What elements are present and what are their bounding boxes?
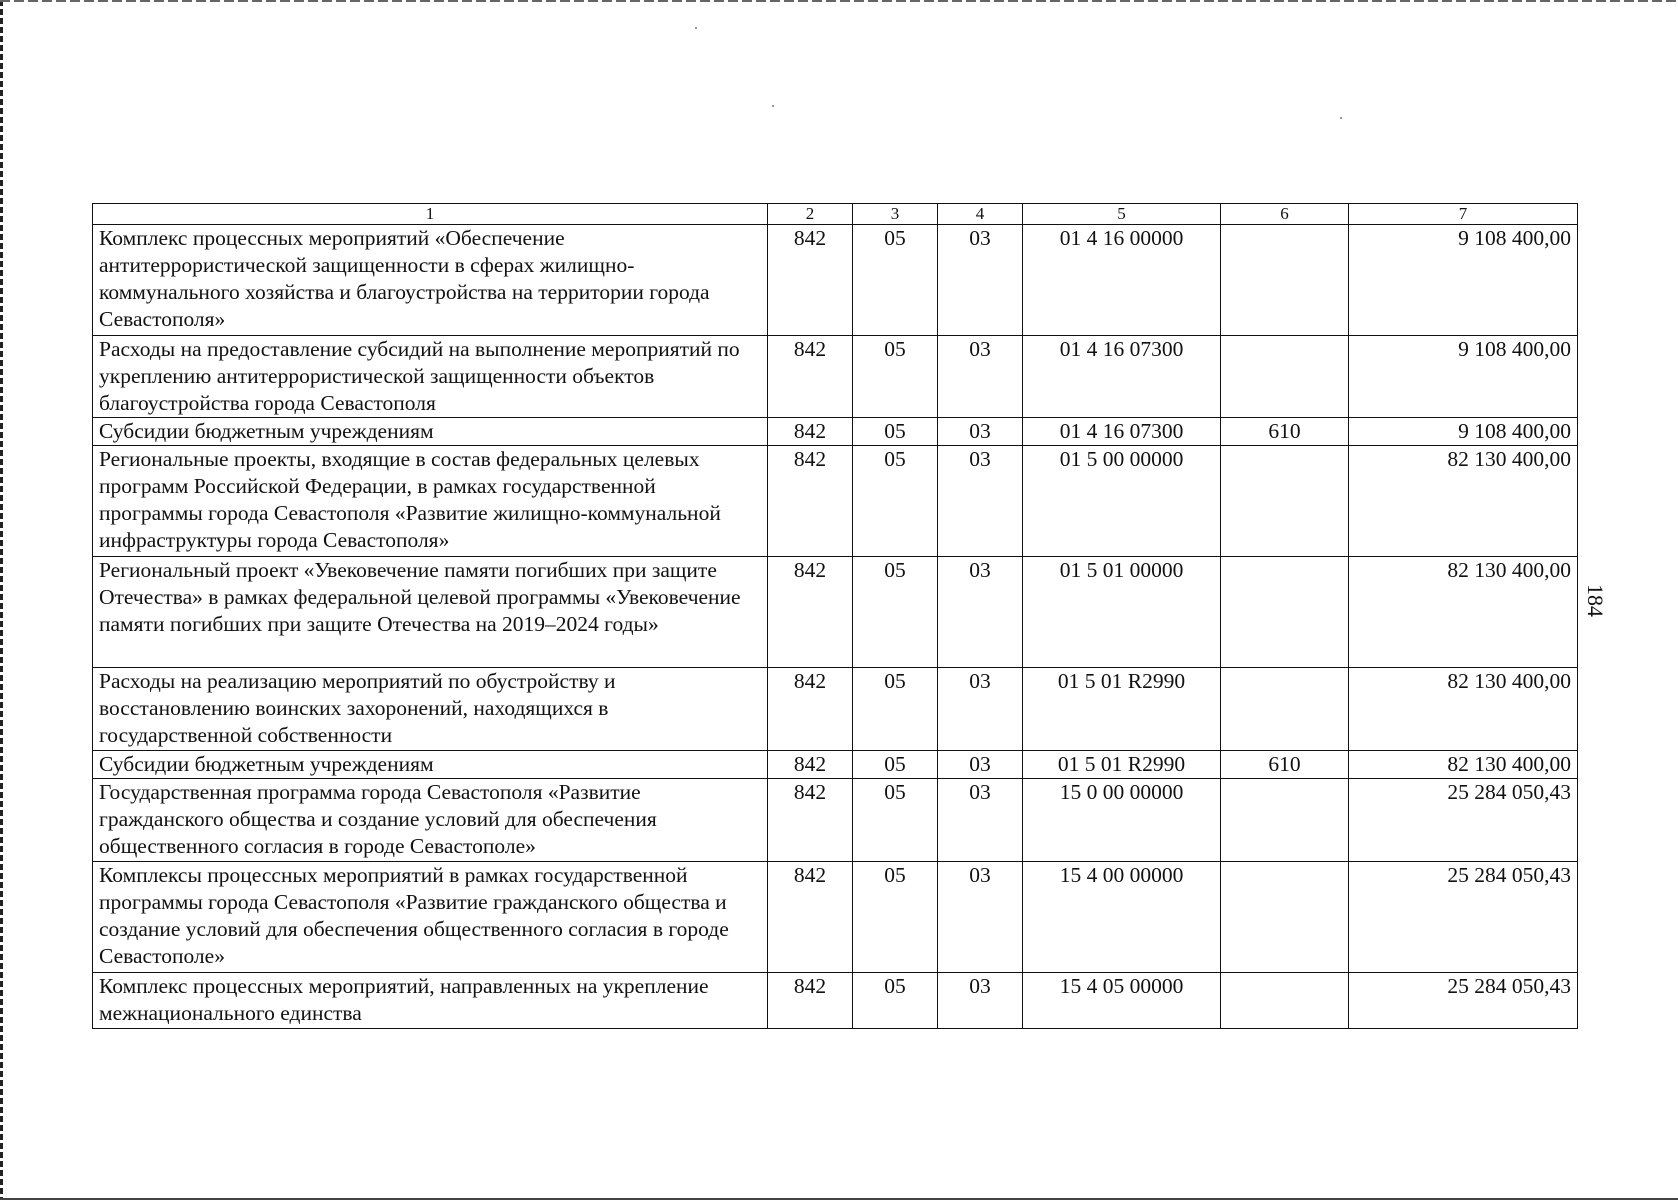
subsection-code: 03 bbox=[938, 779, 1023, 862]
section-code: 05 bbox=[853, 973, 938, 1029]
scan-speck bbox=[1340, 117, 1342, 119]
grbs-code: 842 bbox=[768, 668, 853, 751]
expense-type bbox=[1221, 668, 1349, 751]
target-article: 01 5 01 R2990 bbox=[1023, 751, 1221, 779]
grbs-code: 842 bbox=[768, 779, 853, 862]
grbs-code: 842 bbox=[768, 418, 853, 446]
expense-type bbox=[1221, 973, 1349, 1029]
column-number: 1 bbox=[93, 204, 768, 225]
scan-speck bbox=[772, 105, 774, 107]
subsection-code: 03 bbox=[938, 418, 1023, 446]
target-article: 01 5 01 00000 bbox=[1023, 557, 1221, 668]
row-name: Расходы на реализацию мероприятий по обустройству и восстановлению воинских захоронений, находящихся в государственной собственности bbox=[93, 668, 768, 751]
table-row bbox=[93, 862, 1578, 973]
target-article: 01 4 16 00000 bbox=[1023, 225, 1221, 336]
grbs-code: 842 bbox=[768, 336, 853, 418]
section-code: 05 bbox=[853, 668, 938, 751]
target-article: 15 0 00 00000 bbox=[1023, 779, 1221, 862]
table-row bbox=[93, 751, 1578, 779]
row-name: Субсидии бюджетным учреждениям bbox=[93, 418, 768, 446]
grbs-code: 842 bbox=[768, 862, 853, 973]
amount: 9 108 400,00 bbox=[1349, 336, 1578, 418]
target-article: 01 5 00 00000 bbox=[1023, 446, 1221, 557]
subsection-code: 03 bbox=[938, 973, 1023, 1029]
expense-type: 610 bbox=[1221, 418, 1349, 446]
table-row bbox=[93, 336, 1578, 418]
section-code: 05 bbox=[853, 225, 938, 336]
grbs-code: 842 bbox=[768, 225, 853, 336]
row-name: Государственная программа города Севастополя «Развитие гражданского общества и создание условий для обеспечения общественного согласия в городе Севастополе» bbox=[93, 779, 768, 862]
grbs-code: 842 bbox=[768, 973, 853, 1029]
target-article: 15 4 05 00000 bbox=[1023, 973, 1221, 1029]
amount: 25 284 050,43 bbox=[1349, 779, 1578, 862]
expense-type bbox=[1221, 779, 1349, 862]
expense-type: 610 bbox=[1221, 751, 1349, 779]
section-code: 05 bbox=[853, 336, 938, 418]
scan-edge-left bbox=[0, 0, 3, 1200]
amount: 25 284 050,43 bbox=[1349, 862, 1578, 973]
amount: 9 108 400,00 bbox=[1349, 418, 1578, 446]
row-name: Комплекс процессных мероприятий, направленных на укрепление межнационального единства bbox=[93, 973, 768, 1029]
scan-edge-top bbox=[0, 0, 1678, 2]
subsection-code: 03 bbox=[938, 336, 1023, 418]
column-number: 4 bbox=[938, 204, 1023, 225]
section-code: 05 bbox=[853, 557, 938, 668]
amount: 82 130 400,00 bbox=[1349, 751, 1578, 779]
subsection-code: 03 bbox=[938, 557, 1023, 668]
row-name: Региональный проект «Увековечение памяти погибших при защите Отечества» в рамках федеральной целевой программы «Увековечение памяти погибших при защите Отечества на 2019–2024 годы» bbox=[93, 557, 768, 668]
amount: 82 130 400,00 bbox=[1349, 668, 1578, 751]
expense-type bbox=[1221, 862, 1349, 973]
subsection-code: 03 bbox=[938, 668, 1023, 751]
expense-type bbox=[1221, 557, 1349, 668]
amount: 9 108 400,00 bbox=[1349, 225, 1578, 336]
row-name: Субсидии бюджетным учреждениям bbox=[93, 751, 768, 779]
section-code: 05 bbox=[853, 862, 938, 973]
section-code: 05 bbox=[853, 779, 938, 862]
grbs-code: 842 bbox=[768, 751, 853, 779]
subsection-code: 03 bbox=[938, 225, 1023, 336]
table-row bbox=[93, 225, 1578, 336]
amount: 82 130 400,00 bbox=[1349, 446, 1578, 557]
expense-type bbox=[1221, 225, 1349, 336]
amount: 82 130 400,00 bbox=[1349, 557, 1578, 668]
row-name: Комплекс процессных мероприятий «Обеспечение антитеррористической защищенности в сферах жилищно-коммунального хозяйства и благоустройства на территории города Севастополя» bbox=[93, 225, 768, 336]
column-number: 7 bbox=[1349, 204, 1578, 225]
page-number: 184 bbox=[1583, 584, 1608, 617]
target-article: 01 4 16 07300 bbox=[1023, 336, 1221, 418]
subsection-code: 03 bbox=[938, 862, 1023, 973]
grbs-code: 842 bbox=[768, 557, 853, 668]
expense-type bbox=[1221, 446, 1349, 557]
section-code: 05 bbox=[853, 751, 938, 779]
column-number: 3 bbox=[853, 204, 938, 225]
column-number-row bbox=[93, 204, 1578, 225]
target-article: 01 5 01 R2990 bbox=[1023, 668, 1221, 751]
section-code: 05 bbox=[853, 418, 938, 446]
column-number: 6 bbox=[1221, 204, 1349, 225]
target-article: 15 4 00 00000 bbox=[1023, 862, 1221, 973]
table-row bbox=[93, 446, 1578, 557]
table-row bbox=[93, 557, 1578, 668]
row-name: Расходы на предоставление субсидий на выполнение мероприятий по укреплению антитеррористической защищенности объектов благоустройства города Севастополя bbox=[93, 336, 768, 418]
grbs-code: 842 bbox=[768, 446, 853, 557]
scan-speck bbox=[695, 27, 697, 29]
column-number: 2 bbox=[768, 204, 853, 225]
table-row bbox=[93, 973, 1578, 1029]
amount: 25 284 050,43 bbox=[1349, 973, 1578, 1029]
table-row bbox=[93, 779, 1578, 862]
table-row bbox=[93, 418, 1578, 446]
row-name: Комплексы процессных мероприятий в рамках государственной программы города Севастополя «Развитие гражданского общества и создание условий для обеспечения общественного согласия в городе Севастополе» bbox=[93, 862, 768, 973]
section-code: 05 bbox=[853, 446, 938, 557]
expense-type bbox=[1221, 336, 1349, 418]
subsection-code: 03 bbox=[938, 446, 1023, 557]
row-name: Региональные проекты, входящие в состав федеральных целевых программ Российской Федерации, в рамках государственной программы города Севастополя «Развитие жилищно-коммунальной инфраструктуры города Севастополя» bbox=[93, 446, 768, 557]
table-row bbox=[93, 668, 1578, 751]
budget-table bbox=[92, 203, 1578, 1029]
subsection-code: 03 bbox=[938, 751, 1023, 779]
column-number: 5 bbox=[1023, 204, 1221, 225]
target-article: 01 4 16 07300 bbox=[1023, 418, 1221, 446]
